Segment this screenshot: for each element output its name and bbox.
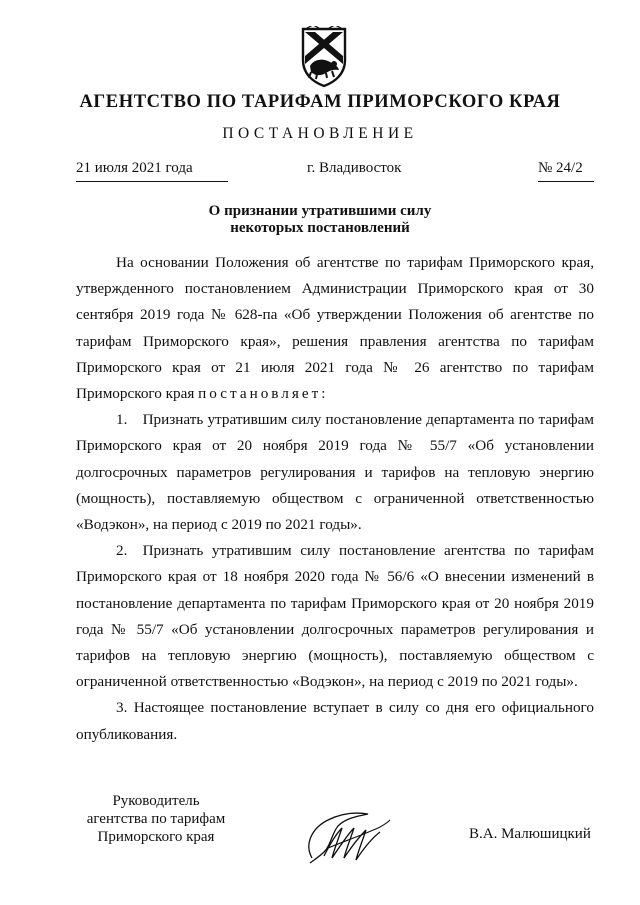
subject-line-1: О признании утратившими силу <box>208 203 432 219</box>
document-city: г. Владивосток <box>307 160 402 176</box>
coat-of-arms-emblem <box>299 26 349 88</box>
document-date: 21 июля 2021 года <box>76 160 228 182</box>
signatory-title-line-2: агентства по тарифам <box>86 811 226 827</box>
signatory-title <box>76 792 236 846</box>
decree-word: постановляет: <box>198 385 329 403</box>
document-number: № 24/2 <box>538 160 594 182</box>
document-subject <box>0 203 640 237</box>
document-type: ПОСТАНОВЛЕНИЕ <box>222 125 418 142</box>
agency-name: АГЕНТСТВО ПО ТАРИФАМ ПРИМОРСКОГО КРАЯ <box>79 92 561 112</box>
item-1: 1. Признать утратившим силу постановление департамента по тарифам Приморского края от 20 ноября 2019 года № 55/7 «Об установлении долгосрочных параметров регулирования и тарифов на тепловую энергию (мощность), поставляемую обществом с ограниченной ответственностью «Водэкон», на период с 2019 по 2021 годы». <box>76 411 594 534</box>
signatory-title-line-1: Руководитель <box>112 793 200 809</box>
subject-line-2: некоторых постановлений <box>230 220 410 236</box>
preamble-text: На основании Положения об агентстве по тарифам Приморского края, утвержденного постановлением Администрации Приморского края от 30 сентября 2019 года № 628-па «Об утверждении Положения об агентстве по тарифам Приморского края», решения правления агентства по тарифам Приморского края от 21 июля 2021 года № 26 агентство по тарифам Приморского края <box>76 254 594 403</box>
signatory-title-line-3: Приморского края <box>97 829 215 845</box>
handwritten-signature <box>298 800 393 872</box>
item-2: 2. Признать утратившим силу постановление агентства по тарифам Приморского края от 18 ноября 2020 года № 56/6 «О внесении изменений в постановление департамента по тарифам Приморского края от 20 ноября 2019 года № 55/7 «Об установлении долгосрочных параметров регулирования и тарифов на тепловую энергию (мощность), поставляемую обществом с ограниченной ответственностью «Водэкон», на период с 2019 по 2021 годы». <box>76 542 594 691</box>
document-body <box>76 250 594 748</box>
item-3: 3. Настоящее постановление вступает в силу со дня его официального опубликования. <box>76 699 594 743</box>
signatory-name: В.А. Малюшицкий <box>469 826 591 842</box>
preamble-paragraph <box>76 250 594 407</box>
